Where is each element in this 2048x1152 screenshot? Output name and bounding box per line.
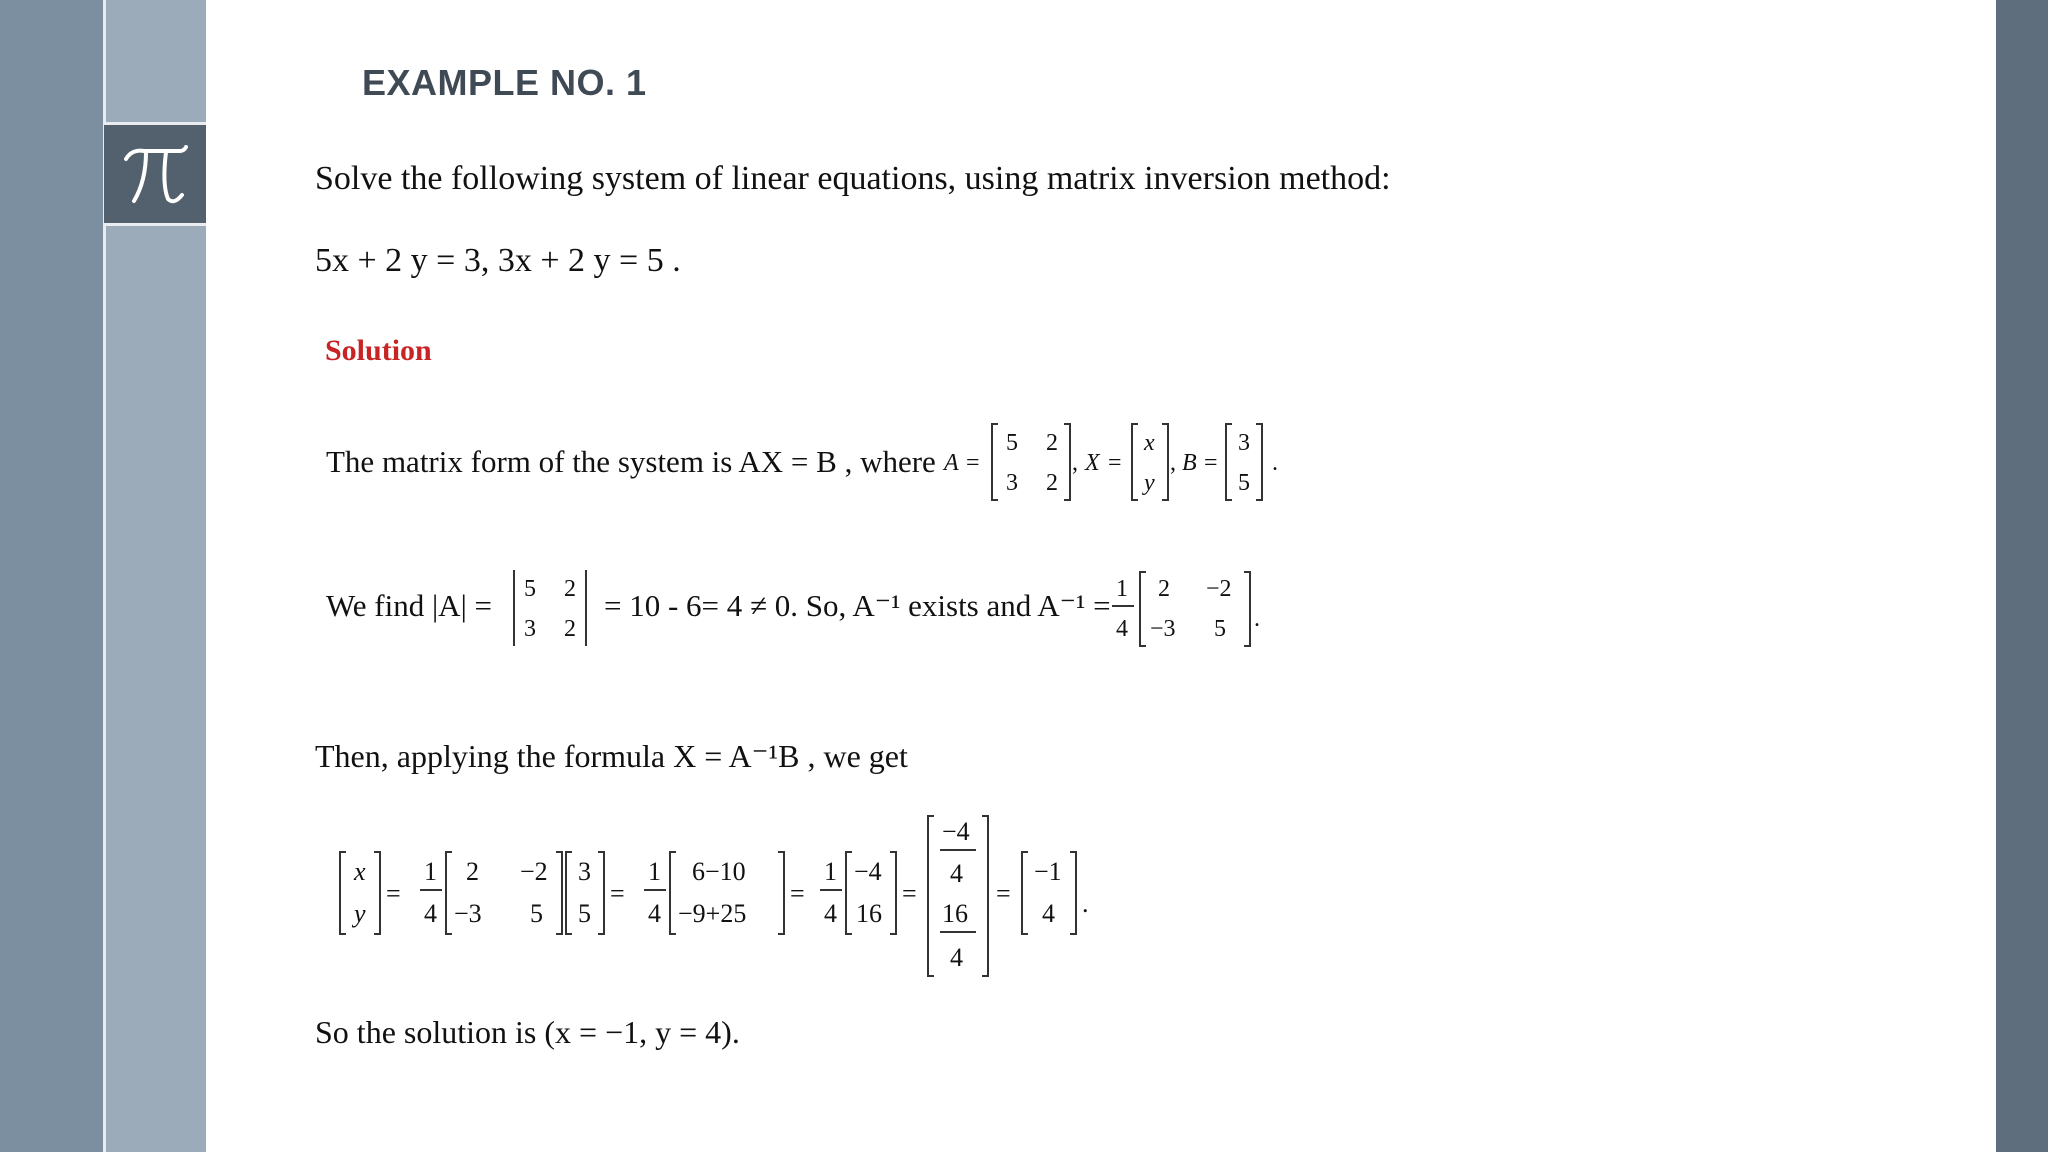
A-21: 3 [1006, 470, 1018, 496]
A-22: 2 [1046, 470, 1058, 496]
lhs-y: y [354, 899, 366, 928]
matrix-form-equation [940, 418, 1300, 508]
svg-text:A: A [944, 450, 959, 476]
step5-v1: −1 [1034, 857, 1062, 886]
step3-v1: −4 [854, 857, 882, 886]
A-11: 5 [1006, 430, 1018, 456]
step2-factor-den: 4 [648, 899, 661, 928]
B-1: 3 [1238, 430, 1250, 456]
step1-factor-num: 1 [424, 857, 437, 886]
det-21: 3 [524, 616, 536, 642]
step1-v2: 5 [578, 899, 591, 928]
step4-f1-den: 4 [950, 859, 963, 888]
svg-text:,: , [1170, 450, 1176, 476]
computation-chain [330, 808, 1130, 980]
step5-v2: 4 [1042, 899, 1055, 928]
svg-text:.: . [1272, 450, 1278, 476]
step4-f1-num: −4 [942, 817, 970, 846]
step3-factor-den: 4 [824, 899, 837, 928]
B-2: 5 [1238, 470, 1250, 496]
pi-icon [122, 145, 188, 207]
problem-statement: Solve the following system of linear equations, using matrix inversion method: [315, 160, 1391, 197]
page-title: EXAMPLE NO. 1 [362, 62, 647, 103]
pi-logo [104, 122, 206, 226]
svg-text:.: . [1082, 889, 1089, 918]
formula-text: Then, applying the formula X = A⁻¹B , we get [315, 738, 908, 774]
svg-text:=: = [902, 879, 917, 908]
solution-label: Solution [325, 334, 432, 367]
step1-m11: 2 [466, 857, 479, 886]
step2-v1: 6−10 [692, 857, 746, 886]
det-11: 5 [524, 576, 536, 602]
svg-text:,: , [1072, 450, 1078, 476]
determinant-text: We find |A| = [326, 588, 493, 623]
step3-v2: 16 [856, 899, 882, 928]
determinant-result-text: = 10 - 6= 4 ≠ 0. So, A⁻¹ exists and A⁻¹ = [604, 588, 1111, 623]
step1-m21: −3 [454, 899, 482, 928]
svg-text:B: B [1182, 450, 1197, 476]
step4-f2-den: 4 [950, 943, 963, 972]
lhs-x: x [354, 857, 366, 886]
determinant-matrix [508, 566, 592, 650]
svg-text:=: = [1108, 450, 1122, 476]
inv-22: 5 [1214, 616, 1226, 642]
right-decor-band [1996, 0, 2048, 1152]
inv-12: −2 [1206, 576, 1232, 602]
A-12: 2 [1046, 430, 1058, 456]
det-12: 2 [564, 576, 576, 602]
step1-m22: 5 [530, 899, 543, 928]
inverse-factor-num: 1 [1116, 576, 1128, 602]
svg-text:.: . [1254, 606, 1260, 632]
problem-equations: 5x + 2 y = 3, 3x + 2 y = 5 . [315, 242, 681, 279]
step1-factor-den: 4 [424, 899, 437, 928]
inverse-matrix [1110, 566, 1270, 650]
svg-text:=: = [996, 879, 1011, 908]
step4-f2-num: 16 [942, 899, 968, 928]
X-1: x [1144, 430, 1155, 456]
step3-factor-num: 1 [824, 857, 837, 886]
svg-text:=: = [966, 450, 980, 476]
matrix-form-text: The matrix form of the system is AX = B , where [326, 444, 936, 479]
svg-text:=: = [386, 879, 401, 908]
inverse-factor-den: 4 [1116, 616, 1128, 642]
step2-v2: −9+25 [678, 899, 747, 928]
svg-text:=: = [610, 879, 625, 908]
det-22: 2 [564, 616, 576, 642]
inv-21: −3 [1150, 616, 1176, 642]
left-decor-band [0, 0, 103, 1152]
step1-v1: 3 [578, 857, 591, 886]
conclusion: So the solution is (x = −1, y = 4). [315, 1014, 740, 1050]
inv-11: 2 [1158, 576, 1170, 602]
svg-text:X: X [1085, 450, 1100, 476]
X-2: y [1144, 470, 1155, 496]
step1-m12: −2 [520, 857, 548, 886]
svg-text:=: = [790, 879, 805, 908]
svg-text:=: = [1204, 450, 1218, 476]
step2-factor-num: 1 [648, 857, 661, 886]
